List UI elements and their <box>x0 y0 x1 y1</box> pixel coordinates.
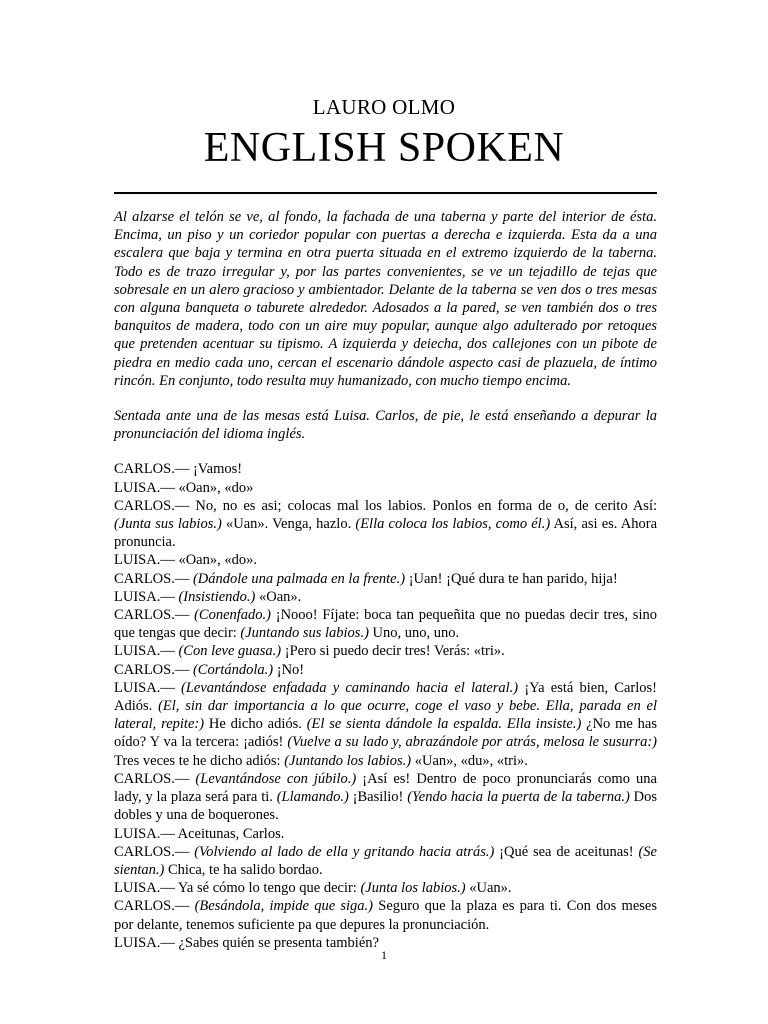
stage-note: (El se sienta dándole la espalda. Ella insiste.) <box>306 716 582 733</box>
speech-text: CARLOS.— No, no es asi; colocas mal los labios. Ponlos en forma de o, de cerito Así: <box>114 497 657 514</box>
stage-note: (Junta sus labios.) <box>114 516 222 533</box>
dialogue-line <box>114 897 657 933</box>
stage-note: (Insistiendo.) <box>178 588 256 605</box>
speech-text: ¿No me has oído? Y va la tercera: ¡adiós! <box>114 716 658 751</box>
stage-note: (Cortándola.) <box>192 661 274 678</box>
stage-note: (Juntando los labios.) <box>284 752 412 769</box>
page-body <box>114 208 657 952</box>
stage-note: (Llamando.) <box>276 789 349 806</box>
speech-text: CARLOS.— <box>114 570 193 587</box>
author-name: LAURO OLMO <box>312 95 456 119</box>
stage-note: (Ella coloca los labios, como él.) <box>355 516 551 533</box>
speech-text: LUISA.— <box>114 588 179 605</box>
speech-text: «Oan». <box>255 588 302 605</box>
speech-text: CARLOS.— <box>114 770 196 787</box>
dialogue-line <box>114 679 657 770</box>
speech-text: «Uan», «du», «tri». <box>411 752 528 769</box>
speech-text: ¡Basilio! <box>348 789 408 806</box>
speech-text: CARLOS.— <box>114 661 193 678</box>
stage-note: (Se sientan.) <box>114 843 657 878</box>
stage-note: (Volviendo al lado de ella y gritando hacia atrás.) <box>194 843 495 860</box>
stage-note: (Vuelve a su lado y, abrazándole por atrás, melosa le susurra:) <box>287 734 658 751</box>
speech-text: Uno, uno, uno. <box>368 625 460 642</box>
dialogue-line <box>114 661 657 679</box>
speech-text: CARLOS.— <box>114 843 195 860</box>
stage-note: (Yendo hacia la puerta de la taberna.) <box>407 789 630 806</box>
speech-text: ¡Ya está bien, Carlos! Adiós. <box>114 679 657 715</box>
speech-text: ¡Nooo! Fíjate: boca tan pequeñita que no puedas decir tres, sino que tengas que decir: <box>114 607 657 642</box>
dialogue-line <box>114 825 657 843</box>
speech-text: He dicho adiós. <box>204 716 307 733</box>
dialogue-line <box>114 460 657 478</box>
speech-text: Dos dobles y una de boquerones. <box>114 789 657 824</box>
speech-text: LUISA.— Ya sé cómo lo tengo que decir: <box>114 880 361 897</box>
stage-note: (Con leve guasa.) <box>178 643 282 660</box>
stage-note: (Besándola, impide que siga.) <box>194 898 374 915</box>
dialogue-line <box>114 497 657 552</box>
speech-text: LUISA.— <box>114 679 182 696</box>
dialogue-line <box>114 570 657 588</box>
dialogue-line <box>114 770 657 825</box>
speech-text: «Uan». <box>465 880 512 897</box>
stage-note: (Juntando sus labios.) <box>240 625 369 642</box>
speech-text: Seguro que la plaza es para ti. Con dos meses por delante, tenemos suficiente pa que depures la pronunciación. <box>114 898 657 933</box>
speech-text: Así, asi es. Ahora pronuncia. <box>114 516 658 551</box>
speech-text: LUISA.— Aceitunas, Carlos. <box>114 825 285 842</box>
page-number: 1 <box>381 948 387 962</box>
stage-note: (Conenfado.) <box>194 607 271 624</box>
stage-note: (Junta los labios.) <box>360 880 466 897</box>
dialogue-line <box>114 606 657 642</box>
speech-text: ¡No! <box>273 661 305 678</box>
speech-text: LUISA.— «Oan», «do». <box>114 552 257 569</box>
dialogue-line <box>114 843 657 879</box>
speech-text: CARLOS.— <box>114 898 195 915</box>
speech-text: Chica, te ha salido bordao. <box>164 861 323 878</box>
title-divider <box>114 192 657 194</box>
dialogue-line <box>114 642 657 660</box>
speech-text: ¡Pero si puedo decir tres! Verás: «tri». <box>281 643 505 660</box>
stage-note: (Dándole una palmada en la frente.) <box>192 570 406 587</box>
speech-text: LUISA.— ¿Sabes quién se presenta también? <box>114 934 379 951</box>
speech-text: CARLOS.— ¡Vamos! <box>114 461 243 478</box>
stage-direction-setting: Al alzarse el telón se ve, al fondo, la fachada de una taberna y parte del interior de ésta. Encima, un piso y un coriedor popular con puertas a derecha e izquierda. Esta da a una escalera que baja y termina en otra puerta situada en el extremo izquierdo de la taberna. Todo es de trazo irregular y, por las partes convenientes, se ve un tejadillo de tejas que sobresale en un alero gracioso y ambientador. Delante de la taberna se ven dos o tres mesas con alguna banqueta o taburete alrededor. Adosados a la pared, se ven también dos o tres banquitos de madera, todo con un aire muy popular, aunque algo adulterado por retoques que pretenden acentuar su tipismo. A izquierda y deiecha, dos callejones con un pibote de piedra en medio cada uno, cercan el escenario dándole aspecto casi de plazuela, de íntimo rincón. En conjunto, todo resulta muy humanizado, con mucho tiempo encima. <box>114 209 657 389</box>
stage-note: (El, sin dar importancia a lo que ocurre, coge el vaso y bebe. Ella, parada en el lateral, repite:) <box>114 698 657 733</box>
speech-text: LUISA.— «Oan», «do» <box>114 479 254 496</box>
speech-text: LUISA.— <box>114 643 179 660</box>
dialogue-line <box>114 479 657 497</box>
dialogue-block <box>114 460 657 951</box>
speech-text: ¡Uan! ¡Qué dura te han parido, hija! <box>405 570 618 587</box>
stage-note: (Levantándose con júbilo.) <box>195 770 357 787</box>
speech-text: ¡Qué sea de aceitunas! <box>494 843 639 860</box>
play-title: ENGLISH SPOKEN <box>203 125 565 171</box>
dialogue-line <box>114 551 657 569</box>
speech-text: CARLOS.— <box>114 607 195 624</box>
speech-text: ¡Así es! Dentro de poco pronunciarás como una lady, y la plaza será para ti. <box>114 770 657 806</box>
dialogue-line <box>114 879 657 897</box>
speech-text: «Uan». Venga, hazlo. <box>221 516 356 533</box>
stage-note: (Levantándose enfadada y caminando hacia el lateral.) <box>181 679 519 696</box>
dialogue-line <box>114 588 657 606</box>
stage-direction-characters: Sentada ante una de las mesas está Luisa. Carlos, de pie, le está enseñando a depurar la pronunciación del idioma inglés. <box>114 408 657 443</box>
speech-text: Tres veces te he dicho adiós: <box>114 752 285 769</box>
